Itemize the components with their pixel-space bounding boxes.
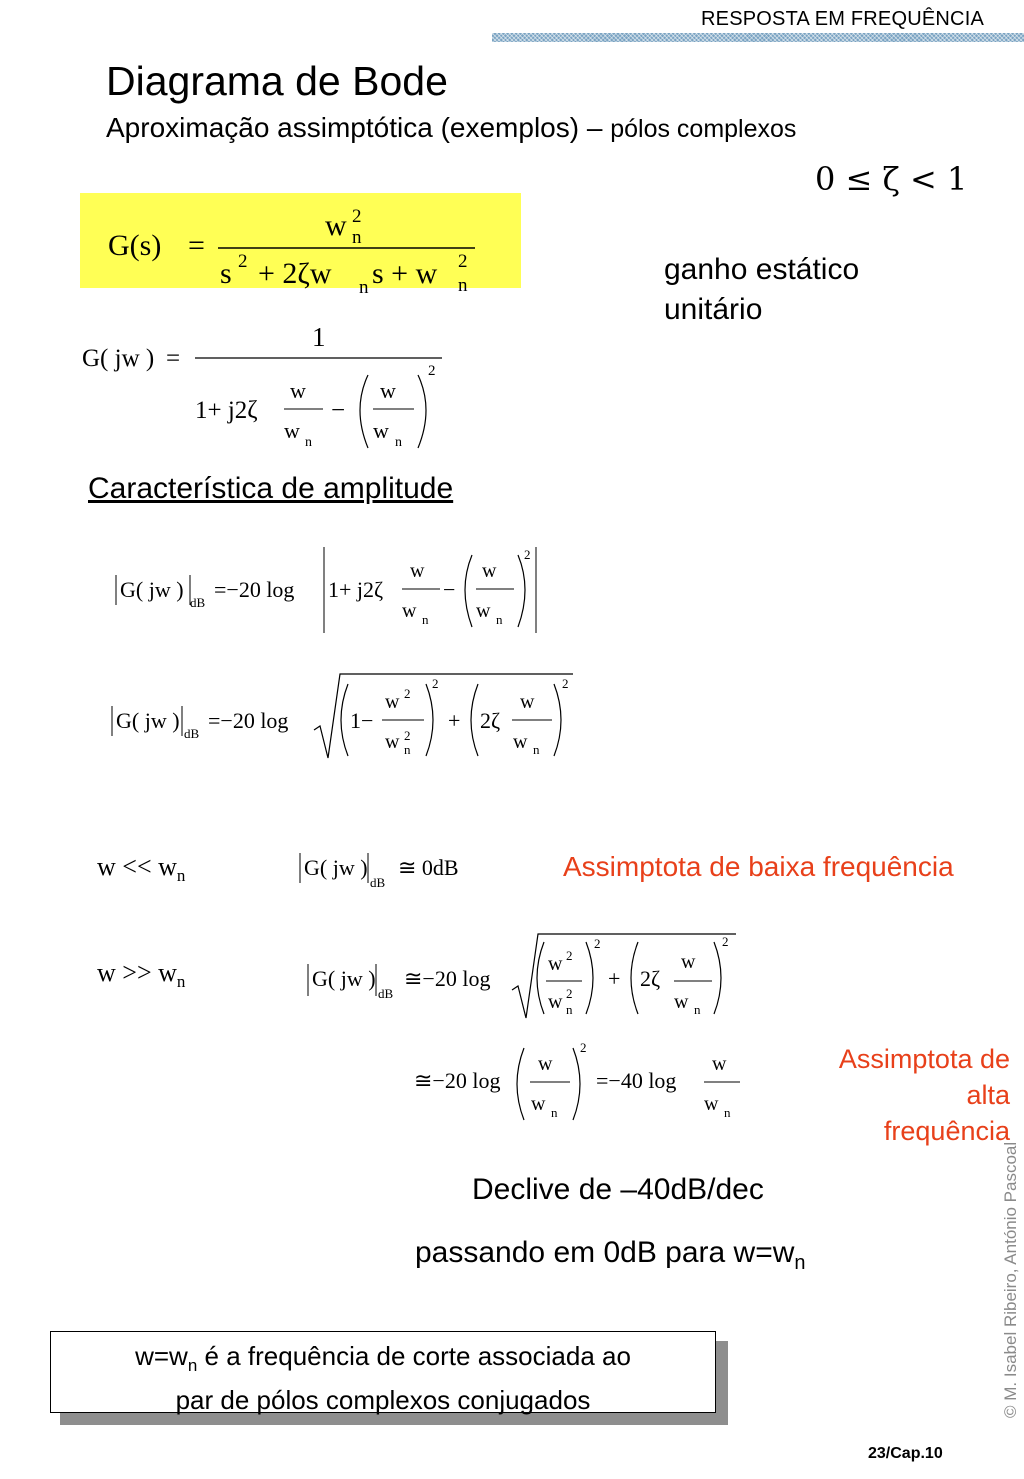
- svg-text:G(s): G(s): [108, 229, 162, 262]
- svg-text:G( jw ): G( jw ): [116, 708, 180, 733]
- svg-text:n: n: [566, 1002, 573, 1017]
- svg-text:G( jw ): G( jw ): [82, 345, 155, 372]
- svg-text:w: w: [385, 691, 400, 713]
- svg-text:w: w: [284, 418, 300, 443]
- low-condition-sub: n: [176, 866, 186, 886]
- svg-text:2: 2: [458, 251, 468, 272]
- frequency-response-equation: [80, 320, 460, 460]
- svg-text:n: n: [551, 1105, 558, 1120]
- pass-note-sub: n: [794, 1252, 806, 1274]
- svg-text:1+ j2ζ: 1+ j2ζ: [328, 577, 384, 602]
- subtitle-small: pólos complexos: [610, 115, 797, 143]
- svg-text:2: 2: [722, 934, 729, 949]
- svg-text:w: w: [482, 560, 497, 582]
- amplitude-equation-2: [108, 670, 578, 765]
- svg-text:2: 2: [580, 1040, 587, 1055]
- svg-text:2: 2: [566, 948, 573, 963]
- svg-text:dB: dB: [378, 986, 394, 1001]
- svg-text:n: n: [359, 277, 369, 298]
- high-frequency-equation: [304, 930, 744, 1025]
- svg-text:2: 2: [428, 363, 436, 379]
- svg-text:n: n: [404, 742, 411, 757]
- svg-text:=: =: [166, 345, 181, 372]
- high-asym-line2: alta: [966, 1080, 1010, 1110]
- svg-text:2ζ: 2ζ: [480, 708, 501, 733]
- low-frequency-equation: [296, 845, 486, 895]
- amplitude-equation-1: [110, 545, 550, 640]
- svg-text:n: n: [533, 742, 540, 757]
- svg-text:2: 2: [594, 936, 601, 951]
- pass-note: [415, 1236, 806, 1275]
- svg-text:w: w: [538, 1053, 553, 1075]
- svg-text:n: n: [422, 612, 429, 627]
- svg-text:w: w: [704, 1093, 719, 1115]
- gain-note-line1: ganho estático: [664, 253, 860, 286]
- high-condition-sub: n: [176, 972, 186, 992]
- svg-text:n: n: [305, 435, 312, 450]
- high-asym-line3: frequência: [883, 1116, 1010, 1146]
- transfer-function-equation: [100, 195, 500, 298]
- slide-title: Diagrama de Bode: [106, 58, 448, 104]
- svg-text:w: w: [290, 378, 306, 403]
- svg-text:−: −: [331, 397, 346, 424]
- conclusion-line1: [51, 1339, 715, 1383]
- page-number: 23/Cap.10: [868, 1445, 943, 1462]
- header-section-label: RESPOSTA EM FREQUÊNCIA: [701, 8, 984, 30]
- low-frequency-condition: [97, 852, 185, 886]
- gain-note-line2: unitário: [664, 293, 763, 326]
- svg-text:=−20 log: =−20 log: [208, 708, 289, 733]
- svg-text:s + w: s + w: [372, 257, 438, 290]
- low-condition-text: w << w: [97, 852, 177, 881]
- svg-text:n: n: [352, 227, 362, 248]
- svg-text:w: w: [548, 953, 563, 975]
- high-frequency-asymptote-label: [800, 1041, 1010, 1149]
- high-frequency-slope-equation: [410, 1040, 750, 1122]
- svg-text:w: w: [380, 378, 396, 403]
- svg-text:w: w: [513, 731, 528, 753]
- svg-text:≅ 0dB: ≅ 0dB: [398, 855, 459, 880]
- conclusion-prefix: w=w: [135, 1341, 188, 1371]
- svg-text:w: w: [520, 691, 535, 713]
- svg-text:+: +: [448, 708, 461, 733]
- svg-text:2: 2: [562, 676, 569, 691]
- svg-text:w: w: [373, 418, 389, 443]
- slide-subtitle: [106, 112, 796, 144]
- svg-text:G( jw ): G( jw ): [304, 855, 368, 880]
- svg-text:2: 2: [566, 986, 573, 1001]
- svg-text:n: n: [395, 435, 402, 450]
- low-frequency-asymptote-label: Assimptota de baixa frequência: [563, 851, 954, 882]
- svg-text:=−20 log: =−20 log: [214, 577, 295, 602]
- svg-text:2ζ: 2ζ: [640, 966, 661, 991]
- svg-text:w: w: [402, 600, 417, 622]
- svg-text:dB: dB: [184, 726, 200, 741]
- svg-text:=: =: [188, 229, 205, 262]
- svg-text:G( jw ): G( jw ): [312, 966, 376, 991]
- svg-text:1: 1: [312, 322, 326, 352]
- svg-text:≅−20 log: ≅−20 log: [404, 966, 491, 991]
- svg-text:1−: 1−: [350, 708, 374, 733]
- svg-text:w: w: [674, 991, 689, 1013]
- svg-text:n: n: [496, 612, 503, 627]
- svg-text:=−40 log: =−40 log: [596, 1068, 677, 1093]
- svg-text:+ 2ζw: + 2ζw: [258, 257, 332, 290]
- svg-text:2: 2: [238, 251, 248, 272]
- svg-text:dB: dB: [190, 595, 206, 610]
- svg-text:dB: dB: [370, 875, 386, 890]
- slope-note: Declive de –40dB/dec: [472, 1173, 764, 1206]
- svg-text:2: 2: [404, 686, 411, 701]
- svg-text:w: w: [385, 731, 400, 753]
- svg-text:w: w: [325, 209, 347, 242]
- svg-text:n: n: [458, 275, 468, 296]
- conclusion-sub: n: [187, 1356, 198, 1376]
- header-decorative-bar: [492, 33, 1024, 42]
- copyright-notice: © M. Isabel Ribeiro, António Pascoal: [1001, 1141, 1020, 1418]
- pass-note-text: passando em 0dB para w=w: [415, 1236, 795, 1269]
- high-asym-line1: Assimptota de: [838, 1044, 1010, 1074]
- svg-text:2: 2: [404, 728, 411, 743]
- svg-text:2: 2: [352, 206, 362, 227]
- static-gain-note: [664, 250, 859, 330]
- svg-text:G( jw ): G( jw ): [120, 577, 184, 602]
- svg-text:+: +: [608, 966, 621, 991]
- conclusion-box: [50, 1331, 716, 1416]
- svg-text:n: n: [724, 1105, 731, 1120]
- svg-text:w: w: [712, 1053, 727, 1075]
- conclusion-line2: par de pólos complexos conjugados: [175, 1385, 591, 1416]
- section-heading: Característica de amplitude: [88, 472, 454, 505]
- svg-text:−: −: [443, 577, 456, 602]
- svg-text:n: n: [694, 1002, 701, 1017]
- svg-text:w: w: [410, 560, 425, 582]
- damping-range: 0 ≤ ζ < 1: [815, 160, 968, 198]
- svg-text:2: 2: [524, 547, 531, 562]
- high-frequency-condition: [97, 958, 185, 992]
- svg-text:w: w: [531, 1093, 546, 1115]
- svg-text:≅−20 log: ≅−20 log: [414, 1068, 501, 1093]
- svg-text:w: w: [476, 600, 491, 622]
- subtitle-main: Aproximação assimptótica (exemplos) –: [106, 112, 603, 143]
- svg-text:w: w: [681, 951, 696, 973]
- conclusion-rest: é a frequência de corte associada ao: [197, 1341, 631, 1371]
- svg-text:2: 2: [432, 676, 439, 691]
- high-condition-text: w >> w: [97, 958, 177, 987]
- svg-text:s: s: [220, 257, 232, 290]
- svg-text:1+ j2ζ: 1+ j2ζ: [195, 397, 258, 424]
- svg-text:w: w: [548, 991, 563, 1013]
